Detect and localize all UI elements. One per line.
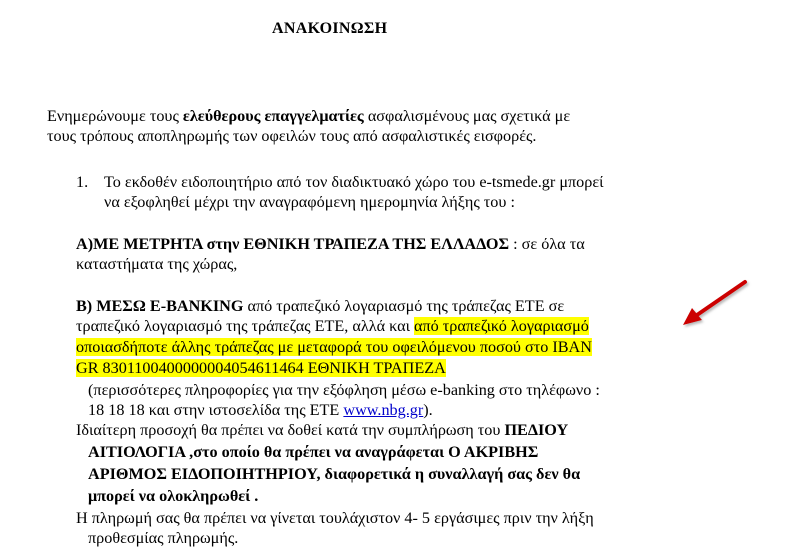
- nbg-link[interactable]: www.nbg.gr: [343, 401, 424, 419]
- option-b-plain: τραπεζικό λογαριασμό της τράπεζας ΕΤΕ, αλλά και: [76, 317, 414, 335]
- notice-line-3: ΑΡΙΘΜΟΣ ΕΙΔΟΠΟΙΗΤΗΡΙΟΥ, διαφορετικά η συναλλαγή σας δεν θα: [88, 465, 581, 483]
- option-b-text-end: ).: [423, 401, 433, 419]
- intro-text: Ενημερώνουμε τους: [47, 107, 183, 125]
- option-b-line-6: [88, 400, 433, 420]
- option-a-heading: Α)ΜΕ ΜΕΤΡΗΤΑ στην ΕΘΝΙΚΗ ΤΡΑΠΕΖΑ ΤΗΣ ΕΛΛΑΔΟΣ: [76, 235, 510, 253]
- notice-line-4: μπορεί να ολοκληρωθεί .: [88, 487, 259, 505]
- highlighted-text: οποιασδήποτε άλλης τράπεζας με μεταφορά του οφειλόμενου ποσού στο IBAN: [76, 338, 592, 356]
- intro-bold-text: ελεύθερους επαγγελματίες: [182, 107, 364, 125]
- option-a-line-2: καταστήματα της χώρας,: [76, 255, 238, 273]
- option-b-heading: Β) ΜΕΣΩ E-BANKING: [76, 297, 244, 315]
- intro-text-end: ασφαλισμένους μας σχετικά με: [363, 107, 571, 125]
- option-b-line-2: [76, 316, 589, 336]
- option-b-line-3: [76, 337, 592, 357]
- option-b-phone-text: 18 18 18 και στην ιστοσελίδα της ΕΤΕ: [88, 401, 344, 419]
- highlighted-text: από τραπεζικό λογαριασμό: [414, 317, 589, 335]
- option-a-line-1: [76, 234, 585, 254]
- intro-line-2: τους τρόπους αποπληρωμής των οφειλών τους από ασφαλιστικές εισφορές.: [47, 127, 537, 145]
- notice-line-1: [76, 420, 568, 440]
- option-b-line-1: [76, 296, 564, 316]
- list-number: 1.: [76, 173, 89, 191]
- notice-text: Ιδιαίτερη προσοχή θα πρέπει να δοθεί κατά την συμπλήρωση του: [76, 421, 505, 439]
- option-a-text: : σε όλα τα: [509, 235, 585, 253]
- red-arrow-icon: [675, 275, 755, 335]
- notice-bold-text: ΠΕΔΙΟΥ: [504, 421, 569, 439]
- option-b-line-4: [76, 358, 446, 378]
- notice-line-2: ΑΙΤΙΟΛΟΓΙΑ ,στο οποίο θα πρέπει να αναγράφεται Ο ΑΚΡΙΒΗΣ: [88, 443, 539, 461]
- payment-line-1: Η πληρωμή σας θα πρέπει να γίνεται τουλάχιστον 4- 5 εργάσιμες πριν την λήξη: [76, 509, 594, 527]
- iban-highlighted-text: GR 8301100400000004054611464 ΕΘΝΙΚΗ ΤΡΑΠΕΖΑ: [76, 359, 446, 377]
- option-b-text: από τραπεζικό λογαριασμό της τράπεζας ΕΤΕ σε: [243, 297, 565, 315]
- page-title: ΑΝΑΚΟΙΝΩΣΗ: [272, 20, 388, 37]
- payment-line-2: προθεσμίας πληρωμής.: [88, 529, 239, 547]
- option-b-line-5: (περισσότερες πληροφορίες για την εξόφληση μέσω e-banking στο τηλέφωνο :: [88, 381, 600, 399]
- intro-line-1: [47, 106, 570, 126]
- item1-line-1: Το εκδοθέν ειδοποιητήριο από τον διαδικτυακό χώρο του e-tsmede.gr μπορεί: [104, 173, 604, 191]
- item1-line-2: να εξοφληθεί μέχρι την αναγραφόμενη ημερομηνία λήξης του :: [104, 193, 515, 211]
